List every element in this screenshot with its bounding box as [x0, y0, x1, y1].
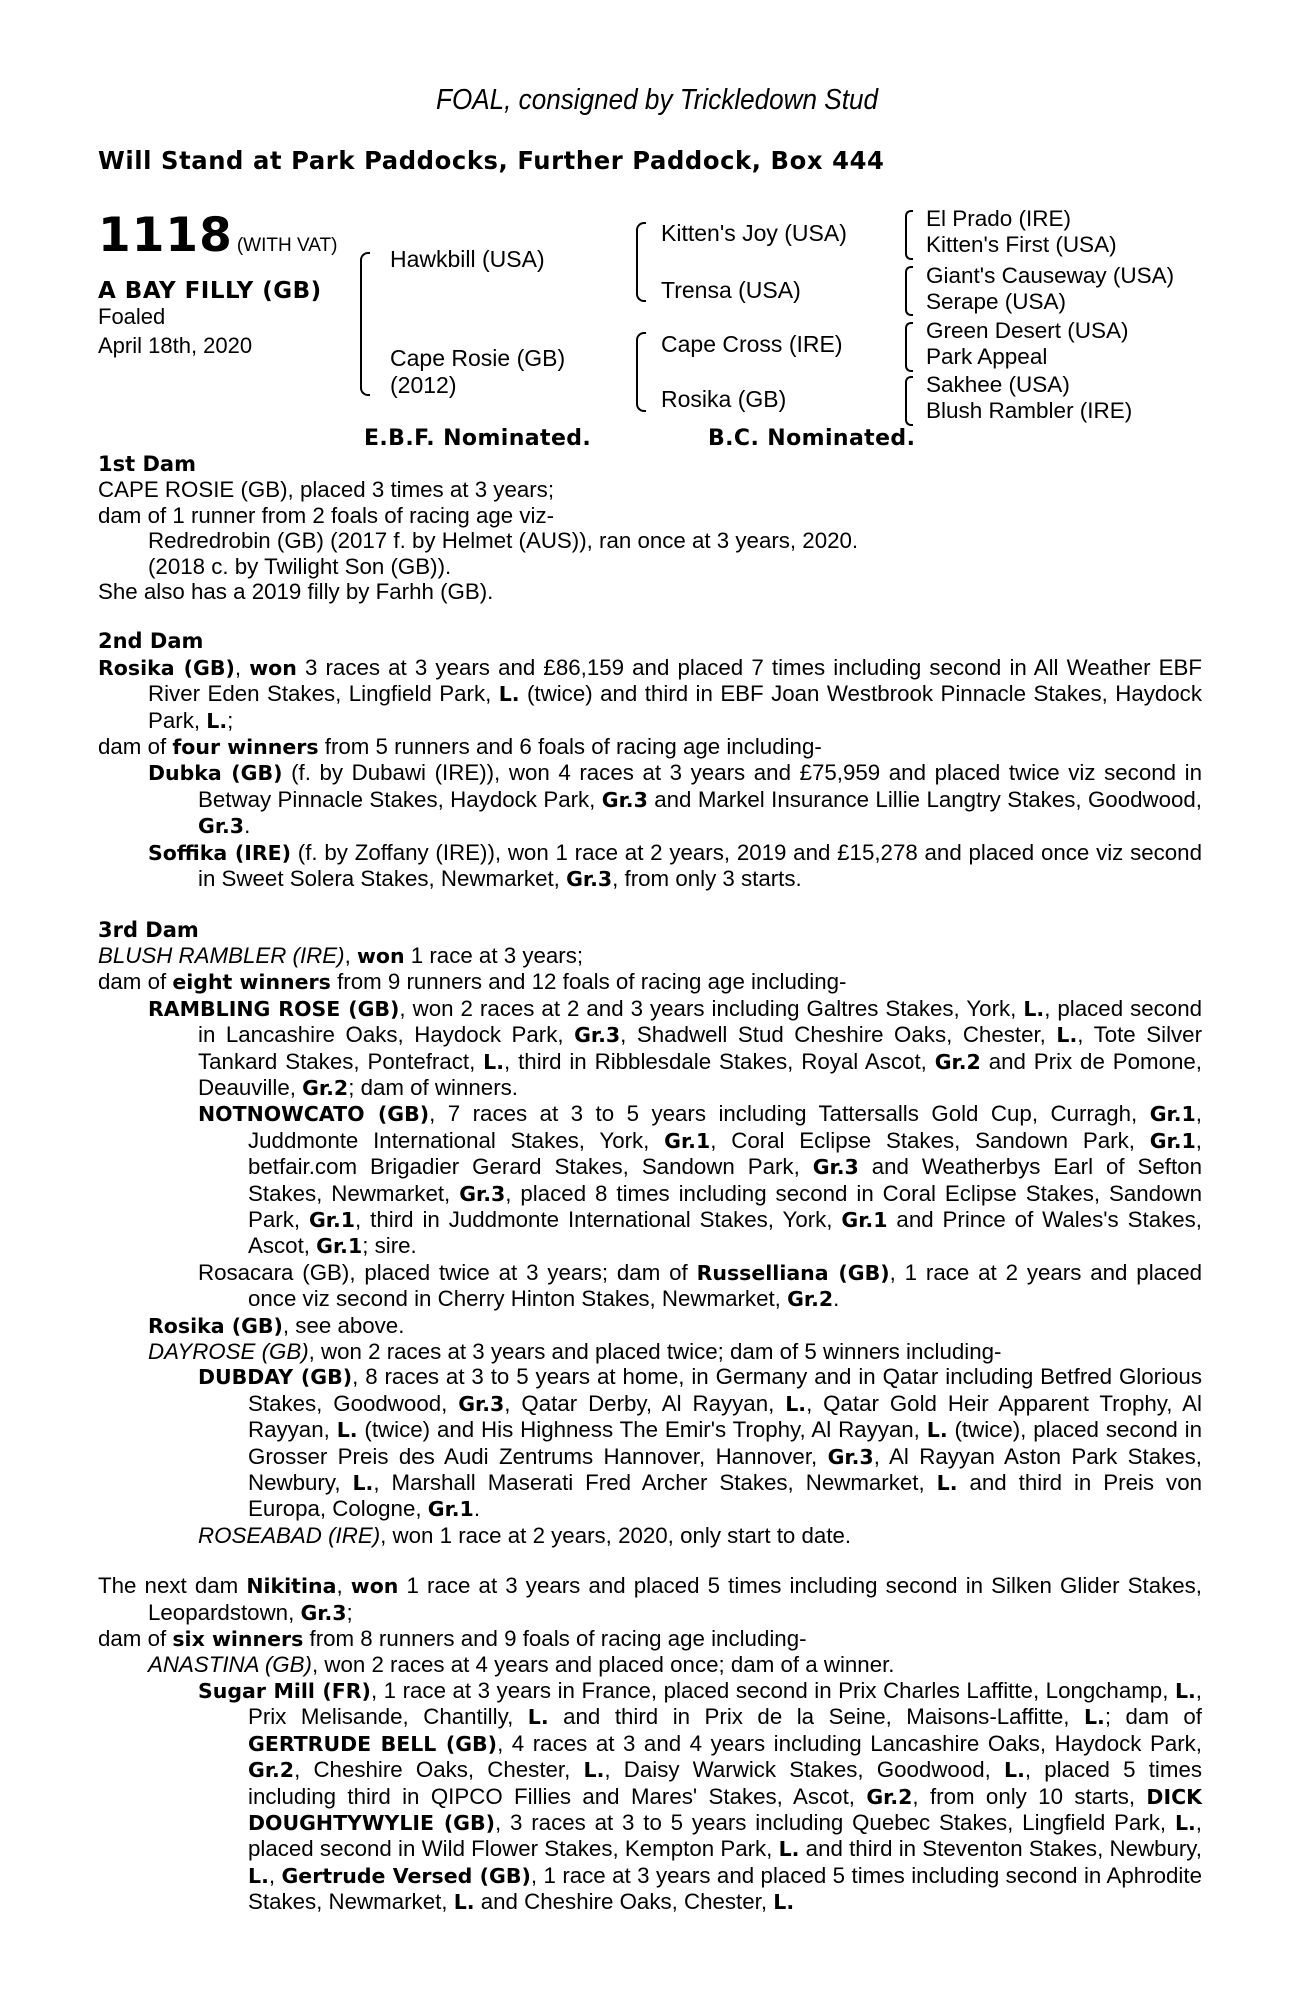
text: , from only 10 starts, [912, 1783, 1147, 1809]
text: , 8 races at 3 to 5 years at home, in Germany and in Qatar including Betfred Glorious Stakes, Goodwood, [248, 1364, 1202, 1416]
sire: Hawkbill (USA) [390, 246, 545, 272]
text: , placed 5 times including third in QIPCO Fillies and Mares' Stakes, Ascot, [248, 1757, 1202, 1809]
grade: Gr.1 [841, 1207, 888, 1232]
grade: Gr.1 [316, 1234, 363, 1259]
gen4-7: Sakhee (USA) [926, 372, 1070, 397]
horse-name: Gertrude Versed (GB) [281, 1863, 531, 1888]
second-dam-heading: 2nd Dam [98, 629, 204, 654]
gen4-4: Serape (USA) [926, 289, 1067, 314]
brace-icon [905, 210, 913, 260]
first-dam-produce: (2018 c. by Twilight Son (GB)). [148, 553, 452, 579]
dam-year: (2012) [390, 372, 457, 398]
gen4-2: Kitten's First (USA) [926, 232, 1117, 257]
horse-name: A BAY FILLY (GB) [98, 278, 322, 304]
text: and Prince of Wales's Stakes, Ascot, [248, 1206, 1202, 1259]
horse-name: ROSEABAD (IRE) [198, 1522, 381, 1548]
text: . [833, 1286, 840, 1312]
horse-name: DICK DOUGHTYWYLIE (GB) [248, 1784, 1202, 1835]
bc-nominated: B.C. Nominated. [708, 426, 916, 451]
text: from 8 runners and 9 foals of racing age including- [303, 1626, 807, 1652]
text: . [473, 1496, 481, 1522]
horse-name: ANASTINA (GB) [148, 1652, 312, 1678]
gen4-3: Giant's Causeway (USA) [926, 263, 1175, 288]
brace-icon [905, 266, 913, 316]
dam: Cape Rosie (GB) [390, 345, 566, 371]
first-dam-heading: 1st Dam [98, 452, 196, 476]
text: , third in Ribblesdale Stakes, Royal Ascot, [504, 1048, 935, 1074]
grade: L. [336, 1418, 358, 1443]
text: dam of [98, 969, 173, 995]
won-label: won [356, 943, 405, 968]
grade: L. [1174, 1810, 1196, 1835]
horse-name: Russelliana (GB) [696, 1260, 890, 1285]
text: , [268, 1862, 282, 1888]
winners-count: four winners [172, 735, 319, 760]
grade: Gr.3 [458, 1391, 505, 1416]
sire-sire: Kitten's Joy (USA) [661, 220, 847, 246]
text: , Daisy Warwick Stakes, Goodwood, [604, 1757, 1005, 1783]
grade: L. [1023, 996, 1045, 1021]
winners-count: eight winners [172, 970, 331, 995]
second-dam-record: Rosika (GB), won 3 races at 3 years and £86,159 and placed 7 times including second in All Weather EBF River Eden Stakes, Lingfield Park, L. (twice) and third in EBF Joan Westbrook Pinnacle Stakes, Haydock Park, L.; [98, 654, 1203, 733]
text: , 1 race at 3 years and placed 5 times including second in Aphrodite Stakes, Newmarket, [248, 1862, 1202, 1915]
horse-name: GERTRUDE BELL (GB) [248, 1731, 498, 1756]
lot-number-block [98, 208, 337, 263]
text: , placed second in Wild Flower Stakes, Kempton Park, [248, 1809, 1202, 1862]
text: (f. by Zoffany (IRE)), won 1 race at 2 years, 2019 and £15,278 and placed once viz second in Sweet Solera Stakes, Newmarket, [198, 839, 1202, 892]
grade: Gr.1 [308, 1207, 356, 1232]
produce-entry [98, 1652, 1202, 1677]
dam-of-line [98, 1626, 1202, 1652]
grade: L. [785, 1391, 807, 1416]
page-title: FOAL, consigned by Trickledown Stud [436, 84, 878, 116]
grade: L. [248, 1863, 269, 1888]
text: , Qatar Derby, Al Rayyan, [504, 1390, 786, 1416]
grade: Gr.3 [459, 1181, 506, 1206]
text: ; [346, 1599, 353, 1625]
text: , won 2 races at 2 and 3 years including Galtres Stakes, York, [399, 995, 1024, 1021]
foaled-label: Foaled [98, 304, 166, 329]
grade: Gr.3 [827, 1444, 874, 1469]
grade: Gr.3 [601, 787, 648, 812]
horse-name: DAYROSE (GB) [148, 1339, 309, 1364]
grade: Gr.1 [1149, 1102, 1196, 1127]
text: Rosacara (GB), placed twice at 3 years; dam of [198, 1259, 697, 1285]
brace-icon [905, 322, 913, 372]
produce-entry [98, 760, 1202, 839]
brace-icon [636, 332, 646, 412]
grade: Gr.3 [812, 1155, 859, 1180]
grade: L. [1004, 1758, 1025, 1783]
horse-name: RAMBLING ROSE (GB) [148, 996, 400, 1021]
grade: L. [483, 1049, 505, 1074]
won-label: won [350, 1574, 399, 1599]
produce-entry [98, 1339, 1202, 1364]
sire-dam: Trensa (USA) [661, 277, 801, 303]
produce-entry [98, 1101, 1202, 1259]
grade: L. [206, 708, 228, 733]
text: , placed second in Lancashire Oaks, Haydock Park, [198, 995, 1202, 1048]
text: and third in Steventon Stakes, Newbury, [799, 1836, 1202, 1862]
grade: Gr.3 [574, 1023, 621, 1048]
text: 1 race at 3 years and placed 5 times including second in Silken Glider Stakes, Leopardstown, [148, 1573, 1203, 1625]
text: , third in Juddmonte International Stakes, York, [355, 1206, 842, 1232]
text: from 5 runners and 6 foals of racing age including- [318, 734, 822, 760]
text: ; sire. [362, 1233, 417, 1259]
text: dam of [98, 734, 173, 760]
grade: L. [453, 1890, 475, 1915]
lot-number: 1118 [98, 208, 233, 263]
horse-name: Soffika (IRE) [148, 840, 292, 865]
grade: Gr.2 [934, 1049, 981, 1074]
grade: Gr.2 [302, 1075, 349, 1100]
next-dam-record: The next dam Nikitina, won 1 race at 3 years and placed 5 times including second in Silken Glider Stakes, Leopardstown, Gr.3; [98, 1573, 1203, 1625]
foaled-date: April 18th, 2020 [98, 333, 253, 358]
catalogue-body [98, 452, 1202, 1916]
gen4-8: Blush Rambler (IRE) [926, 398, 1133, 423]
text: , Cheshire Oaks, Chester, [294, 1757, 584, 1783]
grade: Gr.3 [566, 867, 613, 892]
first-dam-line: CAPE ROSIE (GB), placed 3 times at 3 years; [98, 477, 555, 503]
text: , won 2 races at 3 years and placed twice; dam of 5 winners including- [308, 1339, 1002, 1364]
grade: L. [1056, 1023, 1078, 1048]
produce-entry [98, 996, 1202, 1102]
text: and third in Prix de la Seine, Maisons-Laffitte, [548, 1704, 1084, 1730]
produce-entry [98, 840, 1202, 893]
location-line: Will Stand at Park Paddocks, Further Paddock, Box 444 [98, 146, 885, 175]
text: , Marshall Maserati Fred Archer Stakes, Newmarket, [373, 1470, 937, 1496]
grade: Gr.2 [787, 1287, 834, 1312]
grade: L. [527, 1705, 549, 1730]
text: , Juddmonte International Stakes, York, [248, 1101, 1202, 1153]
first-dam-line: dam of 1 runner from 2 foals of racing age viz- [98, 502, 555, 528]
text: , from only 3 starts. [612, 866, 802, 892]
gen4-5: Green Desert (USA) [926, 318, 1129, 343]
grade: L. [778, 1837, 800, 1862]
brace-icon [636, 222, 646, 302]
text: (f. by Dubawi (IRE)), won 4 races at 3 years and £75,959 and placed twice viz second in Betway Pinnacle Stakes, Haydock Park, [198, 760, 1202, 812]
text: , 4 races at 3 and 4 years including Lancashire Oaks, Haydock Park, [497, 1730, 1202, 1756]
text: , 7 races at 3 to 5 years including Tattersalls Gold Cup, Curragh, [429, 1101, 1150, 1127]
grade: Gr.3 [300, 1600, 347, 1625]
third-dam-heading: 3rd Dam [98, 917, 199, 942]
brace-icon [905, 376, 913, 426]
text: and Markel Insurance Lillie Langtry Stakes, Goodwood, [647, 786, 1202, 812]
grade: Gr.2 [866, 1784, 913, 1809]
text: ; dam of winners. [348, 1074, 518, 1100]
text: , placed 8 times including second in Coral Eclipse Stakes, Sandown Park, [248, 1180, 1202, 1232]
produce-entry [98, 1364, 1202, 1522]
grade: Gr.1 [427, 1497, 474, 1522]
text: (twice) and His Highness The Emir's Trophy, Al Rayyan, [357, 1417, 927, 1443]
dam-dam: Rosika (GB) [661, 386, 787, 412]
grade: L. [583, 1758, 605, 1783]
horse-name: Nikitina [246, 1574, 337, 1599]
won-label: won [249, 655, 297, 680]
text: , Shadwell Stud Cheshire Oaks, Chester, [620, 1022, 1057, 1048]
text: , betfair.com Brigadier Gerard Stakes, Sandown Park, [248, 1127, 1202, 1180]
produce-entry [98, 1313, 1202, 1339]
brace-icon [360, 252, 370, 396]
text: and Cheshire Oaks, Chester, [474, 1889, 774, 1915]
text: dam of [98, 1626, 173, 1652]
third-dam-record: BLUSH RAMBLER (IRE), won 1 race at 3 years; [98, 942, 584, 968]
grade: L. [498, 682, 520, 707]
grade: L. [1174, 1678, 1196, 1703]
horse-name: Rosika (GB) [98, 655, 235, 680]
grade: L. [926, 1418, 948, 1443]
grade: Gr.3 [198, 814, 245, 839]
first-dam-line: She also has a 2019 filly by Farhh (GB). [98, 579, 494, 605]
text: 1 race at 3 years; [404, 942, 584, 968]
grade: L. [936, 1471, 958, 1496]
text: and Prix de Pomone, Deauville, [198, 1048, 1202, 1100]
produce-entry [98, 1678, 1202, 1916]
horse-name: Dubka (GB) [148, 761, 283, 786]
text: , Prix Melisande, Chantilly, [248, 1677, 1202, 1730]
winners-count: six winners [172, 1627, 304, 1652]
first-dam-produce: Redredrobin (GB) (2017 f. by Helmet (AUS)), ran once at 3 years, 2020. [148, 528, 859, 554]
gen4-1: El Prado (IRE) [926, 206, 1072, 231]
text: and Weatherbys Earl of Sefton Stakes, Newmarket, [248, 1154, 1202, 1206]
text: . [244, 813, 251, 839]
dam-of-line [98, 734, 1202, 760]
text: , 3 races at 3 to 5 years including Quebec Stakes, Lingfield Park, [495, 1809, 1175, 1835]
text: , 1 race at 2 years and placed once viz second in Cherry Hinton Stakes, Newmarket, [248, 1259, 1202, 1312]
text: , Al Rayyan Aston Park Stakes, Newbury, [248, 1443, 1203, 1496]
grade: Gr.2 [248, 1758, 295, 1783]
text: , Qatar Gold Heir Apparent Trophy, Al Rayyan, [248, 1390, 1203, 1443]
text: , 1 race at 3 years in France, placed second in Prix Charles Laffitte, Longchamp, [370, 1677, 1175, 1703]
dam-sire: Cape Cross (IRE) [661, 331, 843, 357]
text: The next dam [98, 1573, 247, 1599]
text: (twice), placed second in Grosser Preis des Audi Zentrums Hannover, Hannover, [248, 1417, 1202, 1469]
text: from 9 runners and 12 foals of racing age including- [330, 969, 847, 995]
grade: L. [773, 1890, 795, 1915]
text: ; dam of [1104, 1704, 1203, 1730]
horse-name: DUBDAY (GB) [198, 1365, 353, 1390]
grade: L. [1083, 1705, 1105, 1730]
text: ; [227, 707, 234, 733]
text: , won 2 races at 4 years and placed once; dam of a winner. [311, 1652, 895, 1678]
text: , see above. [282, 1312, 405, 1338]
grade: Gr.1 [664, 1128, 711, 1153]
horse-name: Sugar Mill (FR) [198, 1678, 371, 1703]
produce-entry [98, 1523, 1202, 1548]
text: and third in Preis von Europa, Cologne, [248, 1470, 1202, 1522]
text: , Coral Eclipse Stakes, Sandown Park, [710, 1127, 1150, 1153]
text: , Tote Silver Tankard Stakes, Pontefract, [198, 1022, 1202, 1074]
horse-name: NOTNOWCATO (GB) [198, 1102, 430, 1127]
horse-name: BLUSH RAMBLER (IRE) [98, 942, 345, 968]
ebf-nominated: E.B.F. Nominated. [364, 426, 592, 451]
grade: Gr.1 [1149, 1128, 1196, 1153]
text: 3 races at 3 years and £86,159 and placed 7 times including second in All Weather EBF River Eden Stakes, Lingfield Park, [148, 654, 1203, 707]
text: , won 1 race at 2 years, 2020, only start to date. [380, 1522, 852, 1548]
text: (twice) and third in EBF Joan Westbrook Pinnacle Stakes, Haydock Park, [148, 681, 1202, 733]
grade: L. [352, 1471, 374, 1496]
dam-of-line [98, 969, 1202, 995]
gen4-6: Park Appeal [926, 344, 1048, 369]
horse-name: Rosika (GB) [148, 1313, 283, 1338]
vat-note: (WITH VAT) [236, 235, 338, 256]
produce-entry [98, 1260, 1202, 1313]
